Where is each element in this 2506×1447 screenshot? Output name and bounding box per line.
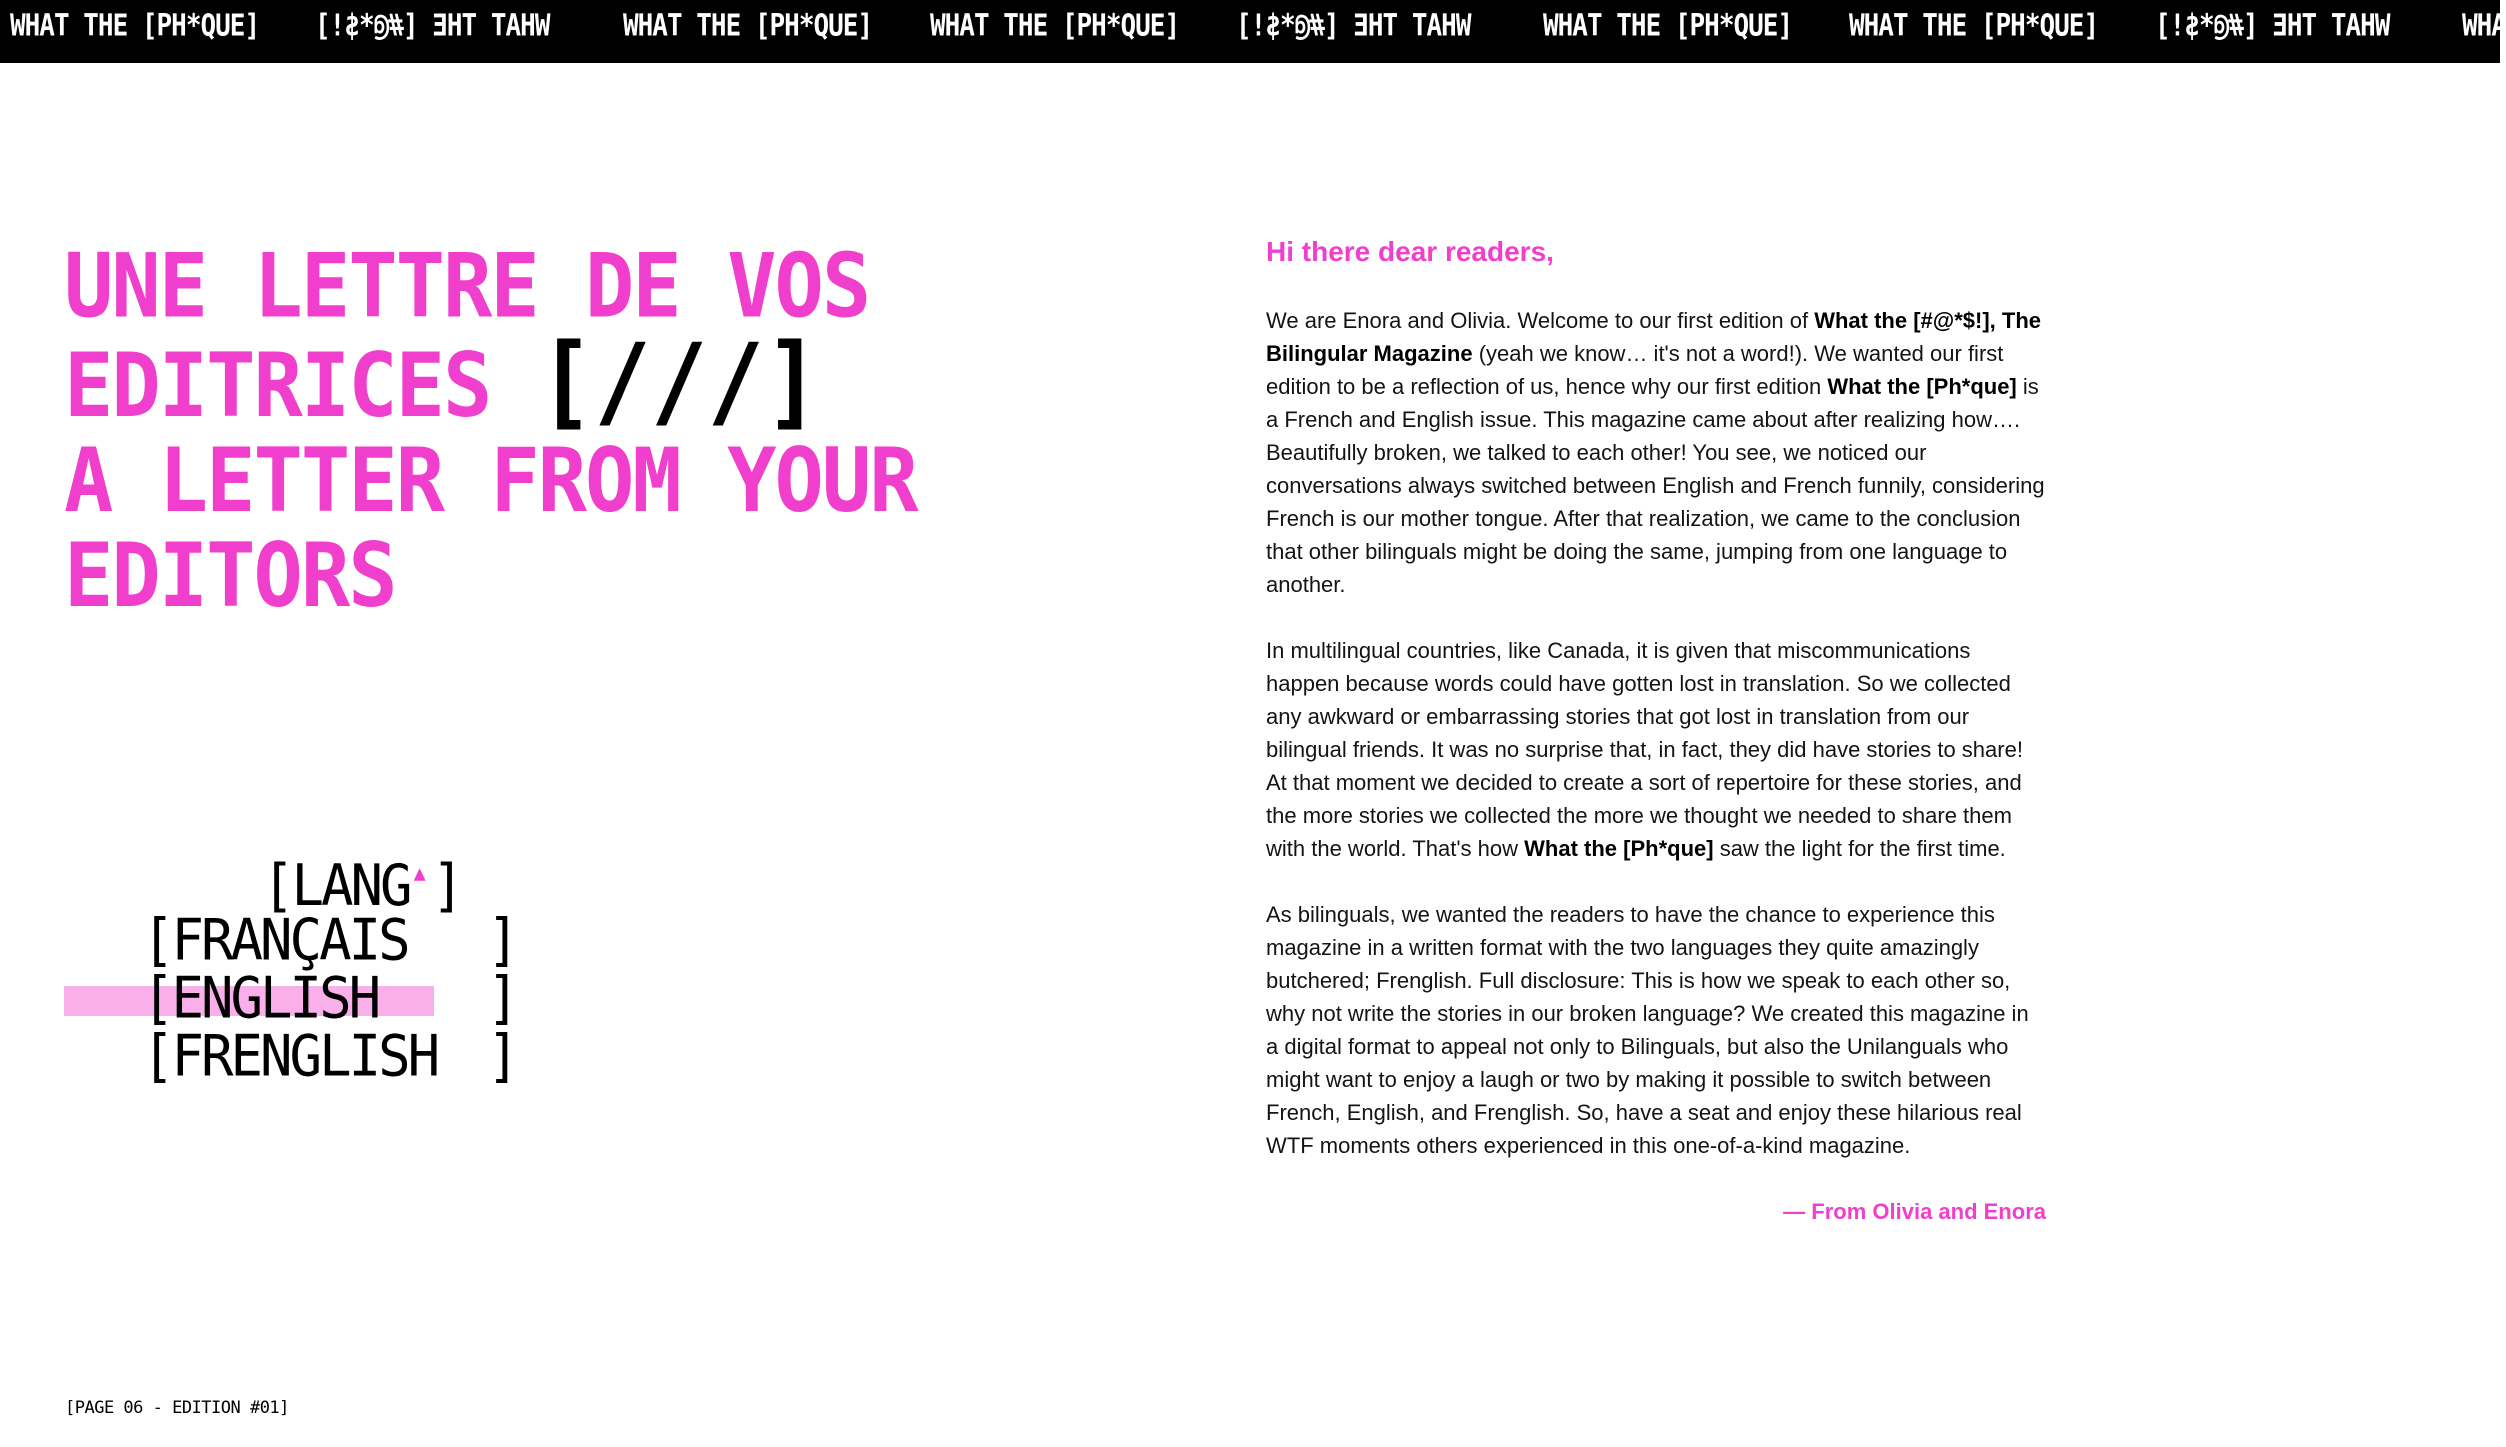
letter-greeting: Hi there dear readers, bbox=[1266, 236, 1554, 267]
slashes-glyph: [///] bbox=[537, 323, 821, 441]
bracket-close: ] bbox=[487, 906, 517, 973]
ticker-item: WHAT THE [PH*QUE] bbox=[10, 9, 260, 44]
language-option-frenglish[interactable] bbox=[142, 1022, 522, 1089]
ticker-item-mirrored: WHAT THE [#@*$!] bbox=[2156, 9, 2391, 44]
language-option-label: [FRANÇAIS bbox=[142, 906, 408, 973]
text-run: saw the light for the first time. bbox=[1713, 836, 2006, 861]
title-line-english-1: A LETTER FROM YOUR bbox=[64, 430, 917, 533]
language-option-english[interactable] bbox=[142, 964, 522, 1031]
ticker-item: WHAT THE [PH*QUE] bbox=[1849, 9, 2099, 44]
language-menu bbox=[64, 830, 517, 1090]
letter-paragraph-1 bbox=[1266, 304, 2046, 601]
ticker-item: WHA bbox=[2462, 9, 2506, 44]
letter-paragraph-2 bbox=[1266, 634, 2046, 865]
page-title bbox=[64, 235, 1114, 628]
text-run: We are Enora and Olivia. Welcome to our first edition of bbox=[1266, 308, 1815, 333]
letter-signature: — From Olivia and Enora bbox=[1783, 1199, 2046, 1224]
editors-letter bbox=[1266, 230, 2046, 1228]
text-run: As bilinguals, we wanted the readers to have the chance to experience this magazine in a written format with the two languages they quite amazingly butchered; Frenglish. Full disclosure: This is how we speak to each other so, why not write the stories in our broken language? We created this magazine in a digital format to appeal not only to Bilinguals, but also the Unilanguals who might want to enjoy a laugh or two by making it possible to switch between French, English, and Frenglish. So, have a seat and enjoy these hilarious real WTF moments others experienced in this one-of-a-kind magazine. bbox=[1266, 902, 2029, 1158]
bracket-close: ] bbox=[431, 852, 462, 919]
ticker-item: WHAT THE [PH*QUE] bbox=[930, 9, 1180, 44]
language-option-francais[interactable] bbox=[142, 906, 522, 973]
text-run: In multilingual countries, like Canada, it is given that miscommunications happen because words could have gotten lost in translation. So we collected any awkward or embarrassing stories that got lost in translation from our bilingual friends. It was no surprise that, in fact, they did have stories to share! At that moment we decided to create a sort of repertoire for these stories, and the more stories we collected the more we thought we needed to share them with the world. That's how bbox=[1266, 638, 2023, 861]
title-line-english-2: EDITORS bbox=[64, 525, 396, 628]
language-option-label: [ENGLISH bbox=[142, 964, 379, 1031]
title-line-french-1: UNE LETTRE DE VOS bbox=[64, 235, 870, 339]
title-word-editrices: EDITRICES bbox=[64, 335, 491, 438]
caret-up-icon: ▲ bbox=[413, 859, 426, 886]
page-number-label: [PAGE 06 - EDITION #01] bbox=[65, 1398, 289, 1418]
bold-text-run: What the [Ph*que] bbox=[1827, 374, 2017, 399]
ticker-item-mirrored: WHAT THE [#@*$!] bbox=[316, 9, 551, 44]
title-line-french-2 bbox=[64, 323, 1114, 441]
bold-text-run: What the [#@*$!], The Bilingular Magazine bbox=[1266, 308, 2042, 366]
ticker-item-mirrored: WHAT THE [#@*$!] bbox=[1237, 9, 1472, 44]
ticker-item: WHAT THE [PH*QUE] bbox=[1543, 9, 1793, 44]
text-run: is a French and English issue. This magazine came about after realizing how…. Beautifully broken, we talked to each other! You see, we noticed our conversations always switched between English and French funnily, considering French is our mother tongue. After that realization, we came to the conclusion that other bilinguals might be doing the same, jumping from one language to another. bbox=[1266, 374, 2045, 597]
language-toggle[interactable] bbox=[262, 842, 461, 917]
language-option-label: [FRENGLISH bbox=[142, 1022, 438, 1089]
top-ticker bbox=[0, 0, 2506, 63]
bracket-close: ] bbox=[487, 964, 517, 1031]
text-run: (yeah we know… it's not a word!). We wanted our first edition to be a reflection of us, hence why our first edition bbox=[1266, 341, 2004, 399]
language-toggle-label: [LANG bbox=[262, 852, 410, 919]
bold-text-run: What the [Ph*que] bbox=[1524, 836, 1714, 861]
bracket-close: ] bbox=[487, 1022, 517, 1089]
letter-paragraph-3 bbox=[1266, 898, 2046, 1162]
ticker-item: WHAT THE [PH*QUE] bbox=[623, 9, 873, 44]
